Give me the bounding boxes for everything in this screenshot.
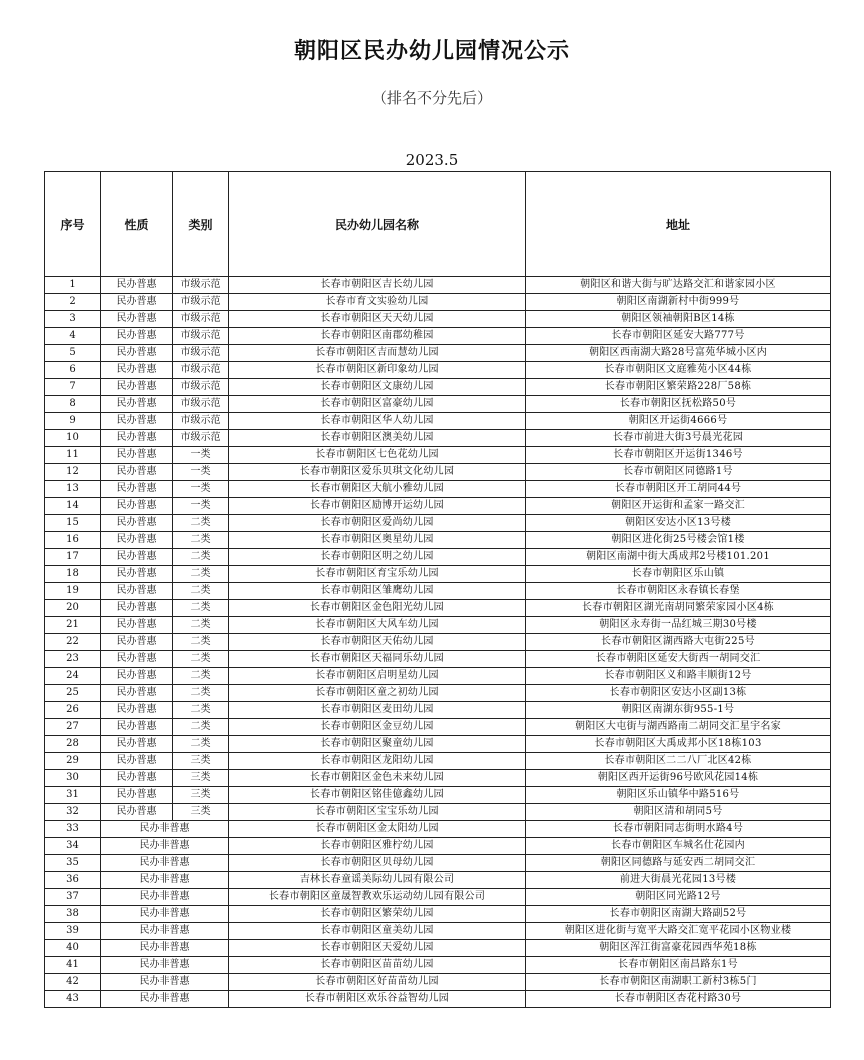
cell-name: 长春市朝阳区明之幼儿园 — [229, 549, 526, 566]
cell-address: 长春市朝阳区开运街1346号 — [526, 447, 831, 464]
cell-category: 市级示范 — [173, 430, 229, 447]
cell-no: 19 — [45, 583, 101, 600]
table-row — [45, 906, 831, 923]
cell-name: 长春市朝阳区吉而慧幼儿园 — [229, 345, 526, 362]
cell-name: 长春市朝阳区童晟智教欢乐运动幼儿园有限公司 — [229, 889, 526, 906]
cell-category: 三类 — [173, 753, 229, 770]
cell-category: 三类 — [173, 804, 229, 821]
cell-address: 朝阳区南湖东街955-1号 — [526, 702, 831, 719]
cell-name: 长春市朝阳区育宝乐幼儿园 — [229, 566, 526, 583]
cell-address: 朝阳区领袖朝阳B区14栋 — [526, 311, 831, 328]
table-row — [45, 923, 831, 940]
cell-name: 长春市朝阳区雅柠幼儿园 — [229, 838, 526, 855]
table-row — [45, 770, 831, 787]
cell-nature: 民办普惠 — [101, 328, 173, 345]
cell-name: 长春市朝阳区金色阳光幼儿园 — [229, 600, 526, 617]
table-row — [45, 940, 831, 957]
cell-address: 长春市朝阳区繁荣路228厂58栋 — [526, 379, 831, 396]
table-row — [45, 583, 831, 600]
cell-nature: 民办普惠 — [101, 396, 173, 413]
cell-nature: 民办普惠 — [101, 464, 173, 481]
cell-name: 长春市朝阳区繁荣幼儿园 — [229, 906, 526, 923]
cell-nature: 民办普惠 — [101, 413, 173, 430]
table-row — [45, 634, 831, 651]
table-row — [45, 651, 831, 668]
cell-nature: 民办非普惠 — [101, 821, 229, 838]
table-body — [45, 277, 831, 1008]
table-row — [45, 787, 831, 804]
table-row — [45, 804, 831, 821]
cell-nature: 民办普惠 — [101, 617, 173, 634]
cell-nature: 民办普惠 — [101, 362, 173, 379]
table-row — [45, 566, 831, 583]
cell-address: 长春市朝阳区安达小区副13栋 — [526, 685, 831, 702]
cell-no: 28 — [45, 736, 101, 753]
table-row — [45, 311, 831, 328]
table-row — [45, 668, 831, 685]
cell-no: 24 — [45, 668, 101, 685]
cell-address: 长春市朝阳区抚松路50号 — [526, 396, 831, 413]
table-row — [45, 277, 831, 294]
cell-no: 22 — [45, 634, 101, 651]
cell-address: 朝阳区清和胡同5号 — [526, 804, 831, 821]
cell-name: 长春市朝阳区铭佳億鑫幼儿园 — [229, 787, 526, 804]
table-row — [45, 685, 831, 702]
cell-no: 37 — [45, 889, 101, 906]
cell-no: 17 — [45, 549, 101, 566]
cell-name: 长春市朝阳区金色未来幼儿园 — [229, 770, 526, 787]
cell-no: 31 — [45, 787, 101, 804]
table-row — [45, 821, 831, 838]
cell-address: 长春市朝阳区南昌路东1号 — [526, 957, 831, 974]
cell-address: 朝阳区开运街和孟家一路交汇 — [526, 498, 831, 515]
cell-no: 18 — [45, 566, 101, 583]
cell-name: 长春市朝阳区南郡幼稚园 — [229, 328, 526, 345]
cell-name: 长春市朝阳区爱尚幼儿园 — [229, 515, 526, 532]
cell-name: 长春市朝阳区贝母幼儿园 — [229, 855, 526, 872]
cell-no: 30 — [45, 770, 101, 787]
table-row — [45, 515, 831, 532]
cell-name: 长春市朝阳区欢乐谷益智幼儿园 — [229, 991, 526, 1008]
cell-name: 长春市朝阳区宝宝乐幼儿园 — [229, 804, 526, 821]
cell-no: 40 — [45, 940, 101, 957]
cell-no: 20 — [45, 600, 101, 617]
cell-no: 7 — [45, 379, 101, 396]
cell-name: 长春市朝阳区大风车幼儿园 — [229, 617, 526, 634]
table-row — [45, 532, 831, 549]
cell-address: 朝阳区安达小区13号楼 — [526, 515, 831, 532]
cell-no: 34 — [45, 838, 101, 855]
cell-nature: 民办普惠 — [101, 345, 173, 362]
cell-address: 长春市朝阳区南湖职工新村3栋5门 — [526, 974, 831, 991]
cell-name: 长春市朝阳区启明星幼儿园 — [229, 668, 526, 685]
cell-nature: 民办普惠 — [101, 566, 173, 583]
table-row — [45, 481, 831, 498]
publish-date: 2023.5 — [405, 151, 459, 169]
cell-category: 二类 — [173, 617, 229, 634]
cell-category: 市级示范 — [173, 311, 229, 328]
cell-category: 二类 — [173, 566, 229, 583]
header-name: 民办幼儿园名称 — [229, 172, 526, 277]
cell-name: 长春市朝阳区天爱幼儿园 — [229, 940, 526, 957]
table-row — [45, 464, 831, 481]
cell-address: 朝阳区西南湖大路28号富苑华城小区内 — [526, 345, 831, 362]
cell-nature: 民办普惠 — [101, 498, 173, 515]
table-row — [45, 294, 831, 311]
cell-nature: 民办普惠 — [101, 804, 173, 821]
cell-category: 二类 — [173, 736, 229, 753]
table-row — [45, 991, 831, 1008]
table-row — [45, 753, 831, 770]
cell-no: 27 — [45, 719, 101, 736]
cell-no: 9 — [45, 413, 101, 430]
cell-no: 32 — [45, 804, 101, 821]
cell-no: 15 — [45, 515, 101, 532]
cell-nature: 民办普惠 — [101, 770, 173, 787]
table-row — [45, 600, 831, 617]
cell-address: 长春市朝阳区开工胡同44号 — [526, 481, 831, 498]
cell-category: 二类 — [173, 532, 229, 549]
cell-no: 8 — [45, 396, 101, 413]
cell-name: 长春市朝阳区龙阳幼儿园 — [229, 753, 526, 770]
cell-nature: 民办普惠 — [101, 736, 173, 753]
table-row — [45, 447, 831, 464]
cell-category: 一类 — [173, 498, 229, 515]
cell-nature: 民办非普惠 — [101, 855, 229, 872]
cell-nature: 民办普惠 — [101, 532, 173, 549]
cell-name: 长春市朝阳区富豪幼儿园 — [229, 396, 526, 413]
page-subtitle: （排名不分先后） — [371, 89, 492, 107]
cell-address: 朝阳区南湖中街大禹成邦2号楼101.201 — [526, 549, 831, 566]
cell-category: 一类 — [173, 481, 229, 498]
cell-name: 长春市朝阳区金太阳幼儿园 — [229, 821, 526, 838]
cell-no: 41 — [45, 957, 101, 974]
table-row — [45, 345, 831, 362]
table-row — [45, 328, 831, 345]
header-nature: 性质 — [101, 172, 173, 277]
cell-name: 长春市朝阳区聚童幼儿园 — [229, 736, 526, 753]
table-row — [45, 736, 831, 753]
cell-nature: 民办普惠 — [101, 600, 173, 617]
cell-category: 一类 — [173, 464, 229, 481]
table-row — [45, 362, 831, 379]
cell-address: 长春市朝阳区义和路丰顺街12号 — [526, 668, 831, 685]
cell-no: 2 — [45, 294, 101, 311]
cell-category: 二类 — [173, 702, 229, 719]
table-row — [45, 838, 831, 855]
cell-name: 长春市育文实验幼儿园 — [229, 294, 526, 311]
cell-nature: 民办普惠 — [101, 787, 173, 804]
cell-name: 长春市朝阳区童美幼儿园 — [229, 923, 526, 940]
cell-nature: 民办非普惠 — [101, 838, 229, 855]
cell-category: 二类 — [173, 515, 229, 532]
cell-category: 二类 — [173, 634, 229, 651]
cell-name: 长春市朝阳区奥星幼儿园 — [229, 532, 526, 549]
cell-no: 16 — [45, 532, 101, 549]
cell-nature: 民办非普惠 — [101, 872, 229, 889]
cell-category: 市级示范 — [173, 277, 229, 294]
cell-nature: 民办非普惠 — [101, 974, 229, 991]
cell-name: 长春市朝阳区苗苗幼儿园 — [229, 957, 526, 974]
cell-no: 23 — [45, 651, 101, 668]
cell-no: 26 — [45, 702, 101, 719]
cell-nature: 民办普惠 — [101, 634, 173, 651]
cell-category: 二类 — [173, 583, 229, 600]
cell-category: 市级示范 — [173, 362, 229, 379]
cell-address: 朝阳区浑江街富豪花园西华苑18栋 — [526, 940, 831, 957]
cell-category: 市级示范 — [173, 379, 229, 396]
cell-name: 长春市朝阳区华人幼儿园 — [229, 413, 526, 430]
cell-name: 长春市朝阳区澳美幼儿园 — [229, 430, 526, 447]
cell-name: 吉林长春童谣美际幼儿园有限公司 — [229, 872, 526, 889]
cell-address: 朝阳区进化街25号楼会馆1楼 — [526, 532, 831, 549]
cell-address: 长春市朝阳区同德路1号 — [526, 464, 831, 481]
cell-nature: 民办非普惠 — [101, 991, 229, 1008]
cell-no: 6 — [45, 362, 101, 379]
cell-address: 朝阳区开运街4666号 — [526, 413, 831, 430]
table-row — [45, 430, 831, 447]
cell-no: 43 — [45, 991, 101, 1008]
cell-nature: 民办普惠 — [101, 668, 173, 685]
cell-nature: 民办非普惠 — [101, 889, 229, 906]
table-row — [45, 549, 831, 566]
cell-address: 长春市朝阳区车城名仕花园内 — [526, 838, 831, 855]
cell-nature: 民办普惠 — [101, 583, 173, 600]
cell-nature: 民办普惠 — [101, 515, 173, 532]
cell-no: 21 — [45, 617, 101, 634]
cell-nature: 民办普惠 — [101, 549, 173, 566]
cell-name: 长春市朝阳区天佑幼儿园 — [229, 634, 526, 651]
cell-nature: 民办普惠 — [101, 379, 173, 396]
table-row — [45, 889, 831, 906]
cell-name: 长春市朝阳区好苗苗幼儿园 — [229, 974, 526, 991]
cell-address: 长春市朝阳区二二八厂北区42栋 — [526, 753, 831, 770]
cell-nature: 民办普惠 — [101, 311, 173, 328]
cell-name: 长春市朝阳区天天幼儿园 — [229, 311, 526, 328]
cell-no: 36 — [45, 872, 101, 889]
cell-address: 朝阳区和谐大街与旷达路交汇和谐家园小区 — [526, 277, 831, 294]
cell-category: 二类 — [173, 719, 229, 736]
cell-address: 长春市前进大街3号晨光花园 — [526, 430, 831, 447]
cell-name: 长春市朝阳区大航小雅幼儿园 — [229, 481, 526, 498]
cell-no: 38 — [45, 906, 101, 923]
cell-no: 3 — [45, 311, 101, 328]
table-row — [45, 855, 831, 872]
cell-address: 长春市朝阳区文庭雅苑小区44栋 — [526, 362, 831, 379]
table-row — [45, 719, 831, 736]
kindergarten-table — [44, 171, 831, 1008]
cell-name: 长春市朝阳区七色花幼儿园 — [229, 447, 526, 464]
cell-category: 市级示范 — [173, 345, 229, 362]
cell-name: 长春市朝阳区励博开运幼儿园 — [229, 498, 526, 515]
cell-name: 长春市朝阳区雏鹰幼儿园 — [229, 583, 526, 600]
cell-address: 朝阳区西开运街96号欧风花园14栋 — [526, 770, 831, 787]
cell-category: 市级示范 — [173, 328, 229, 345]
cell-no: 10 — [45, 430, 101, 447]
cell-address: 朝阳区南湖新村中街999号 — [526, 294, 831, 311]
table-row — [45, 872, 831, 889]
cell-nature: 民办非普惠 — [101, 940, 229, 957]
table-row — [45, 957, 831, 974]
cell-nature: 民办普惠 — [101, 702, 173, 719]
cell-category: 三类 — [173, 770, 229, 787]
cell-no: 11 — [45, 447, 101, 464]
table-row — [45, 379, 831, 396]
cell-nature: 民办非普惠 — [101, 906, 229, 923]
table-row — [45, 413, 831, 430]
header-no: 序号 — [45, 172, 101, 277]
cell-no: 42 — [45, 974, 101, 991]
cell-category: 二类 — [173, 685, 229, 702]
cell-address: 长春市朝阳区大禹成邦小区18栋103 — [526, 736, 831, 753]
cell-name: 长春市朝阳区文康幼儿园 — [229, 379, 526, 396]
cell-name: 长春市朝阳区吉长幼儿园 — [229, 277, 526, 294]
cell-address: 长春市朝阳区延安大路777号 — [526, 328, 831, 345]
cell-nature: 民办非普惠 — [101, 957, 229, 974]
cell-address: 长春市朝阳同志街明水路4号 — [526, 821, 831, 838]
cell-nature: 民办普惠 — [101, 651, 173, 668]
cell-nature: 民办普惠 — [101, 430, 173, 447]
cell-name: 长春市朝阳区麦田幼儿园 — [229, 702, 526, 719]
cell-name: 长春市朝阳区金豆幼儿园 — [229, 719, 526, 736]
table-row — [45, 974, 831, 991]
cell-no: 14 — [45, 498, 101, 515]
cell-nature: 民办普惠 — [101, 719, 173, 736]
table-row — [45, 702, 831, 719]
cell-no: 35 — [45, 855, 101, 872]
cell-no: 13 — [45, 481, 101, 498]
table-row — [45, 498, 831, 515]
table-header-row — [45, 172, 831, 277]
cell-name: 长春市朝阳区新印象幼儿园 — [229, 362, 526, 379]
cell-no: 25 — [45, 685, 101, 702]
cell-category: 一类 — [173, 447, 229, 464]
cell-address: 长春市朝阳区乐山镇 — [526, 566, 831, 583]
table-row — [45, 396, 831, 413]
cell-category: 三类 — [173, 787, 229, 804]
cell-category: 市级示范 — [173, 413, 229, 430]
cell-address: 长春市朝阳区延安大街西一胡同交汇 — [526, 651, 831, 668]
cell-no: 1 — [45, 277, 101, 294]
cell-no: 29 — [45, 753, 101, 770]
cell-address: 长春市朝阳区湖光南胡同繁荣家园小区4栋 — [526, 600, 831, 617]
cell-no: 5 — [45, 345, 101, 362]
cell-no: 12 — [45, 464, 101, 481]
cell-nature: 民办普惠 — [101, 753, 173, 770]
cell-nature: 民办非普惠 — [101, 923, 229, 940]
cell-category: 二类 — [173, 600, 229, 617]
cell-address: 朝阳区乐山镇华中路516号 — [526, 787, 831, 804]
cell-name: 长春市朝阳区天福同乐幼儿园 — [229, 651, 526, 668]
cell-nature: 民办普惠 — [101, 294, 173, 311]
cell-category: 市级示范 — [173, 294, 229, 311]
page-title: 朝阳区民办幼儿园情况公示 — [293, 39, 570, 64]
cell-no: 33 — [45, 821, 101, 838]
cell-category: 二类 — [173, 651, 229, 668]
cell-no: 4 — [45, 328, 101, 345]
cell-address: 朝阳区大屯街与湖西路南二胡同交汇星宇名家 — [526, 719, 831, 736]
table-row — [45, 617, 831, 634]
cell-no: 39 — [45, 923, 101, 940]
cell-address: 长春市朝阳区湖西路大屯街225号 — [526, 634, 831, 651]
cell-address: 长春市朝阳区南湖大路副52号 — [526, 906, 831, 923]
cell-name: 长春市朝阳区童之初幼儿园 — [229, 685, 526, 702]
header-category: 类别 — [173, 172, 229, 277]
cell-address: 朝阳区进化街与宽平大路交汇宽平花园小区物业楼 — [526, 923, 831, 940]
cell-address: 长春市朝阳区永春镇长春堡 — [526, 583, 831, 600]
cell-nature: 民办普惠 — [101, 277, 173, 294]
cell-category: 二类 — [173, 668, 229, 685]
cell-address: 前进大街晨光花园13号楼 — [526, 872, 831, 889]
cell-name: 长春市朝阳区爱乐贝琪文化幼儿园 — [229, 464, 526, 481]
cell-category: 二类 — [173, 549, 229, 566]
cell-nature: 民办普惠 — [101, 447, 173, 464]
cell-address: 长春市朝阳区杏花村路30号 — [526, 991, 831, 1008]
cell-nature: 民办普惠 — [101, 481, 173, 498]
cell-address: 朝阳区同光路12号 — [526, 889, 831, 906]
header-address: 地址 — [526, 172, 831, 277]
cell-category: 市级示范 — [173, 396, 229, 413]
cell-nature: 民办普惠 — [101, 685, 173, 702]
cell-address: 朝阳区永寿街一品红城三期30号楼 — [526, 617, 831, 634]
cell-address: 朝阳区同德路与延安西二胡同交汇 — [526, 855, 831, 872]
